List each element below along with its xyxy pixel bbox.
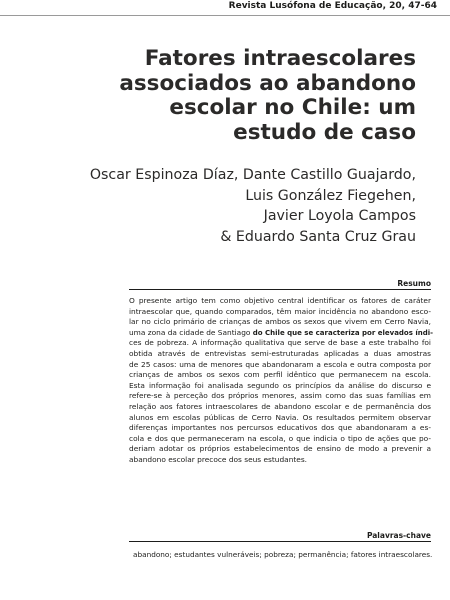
abstract-divider <box>129 289 431 290</box>
abstract-text <box>129 296 434 466</box>
abstract-line: intraescolar que, quando comparados, têm maior incidência no abandono esco- <box>129 306 431 316</box>
keywords-text: abandono; estudantes vulneráveis; pobreza; permanência; fatores intraescolares. <box>133 550 433 559</box>
abstract-line: alunos em escolas públicas de Cerro Navia. Os resultados permitem observar <box>129 412 431 422</box>
abstract-line: obtida através de entrevistas semi-estruturadas aplicadas a duas amostras <box>129 348 431 358</box>
abstract-line: O presente artigo tem como objetivo central identificar os fatores de caráter <box>129 296 431 305</box>
author-list <box>86 165 416 247</box>
abstract-line: cola e dos que permaneceram na escola, o que indicia o tipo de ações que po- <box>129 433 431 443</box>
abstract-line-emphasis: do Chile que se caracteriza por elevados índi- <box>252 328 434 337</box>
abstract-line: deriam adotar os próprios estabelecimentos de ensino de modo a prevenir a <box>129 444 431 454</box>
author-line: Luis González Fiegehen, <box>245 187 416 204</box>
title-line: estudo de caso <box>233 119 416 145</box>
keywords-label: Palavras-chave <box>366 531 431 540</box>
abstract-line: abandono escolar precoce dos seus estudantes. <box>129 454 308 464</box>
abstract-line: refere-se à perceção dos próprios menores, assim como das suas famílias em <box>129 391 431 401</box>
article-title <box>86 47 416 145</box>
abstract-line: crianças de ambos os sexos com perfil idêntico que permanecem na escola. <box>129 370 431 380</box>
title-line: escolar no Chile: um <box>169 95 416 120</box>
abstract-line: lar no ciclo primário de crianças de ambos os sexos que vivem em Cerro Navia, <box>129 317 431 327</box>
title-line: associados ao abandono <box>119 70 416 96</box>
abstract-line: ces de pobreza. A informação qualitativa que serve de base a este trabalho foi <box>129 338 431 348</box>
author-line: Oscar Espinoza Díaz, Dante Castillo Guajardo, <box>89 167 416 183</box>
abstract-line-text: uma zona da cidade de Santiago <box>129 327 253 337</box>
abstract-label: Resumo <box>397 279 431 288</box>
title-line: Fatores intraescolares <box>144 46 416 71</box>
abstract-line <box>129 327 434 339</box>
header-bar <box>0 0 450 16</box>
author-line: Javier Loyola Campos <box>263 208 416 224</box>
abstract-line: relação aos fatores intraescolares de abandono escolar e de permanência dos <box>129 401 431 411</box>
abstract-line: diferenças importantes nos percursos educativos dos que abandonaram a es- <box>129 423 431 433</box>
abstract-line: de 25 casos: uma de menores que abandonaram a escola e outra composta por <box>129 359 431 369</box>
author-line: & Eduardo Santa Cruz Grau <box>220 228 416 245</box>
journal-reference: Revista Lusófona de Educação, 20, 47-64 <box>228 1 437 11</box>
abstract-line: Esta informação foi analisada segundo os princípios da análise do discurso e <box>129 380 431 390</box>
keywords-divider <box>129 541 431 542</box>
